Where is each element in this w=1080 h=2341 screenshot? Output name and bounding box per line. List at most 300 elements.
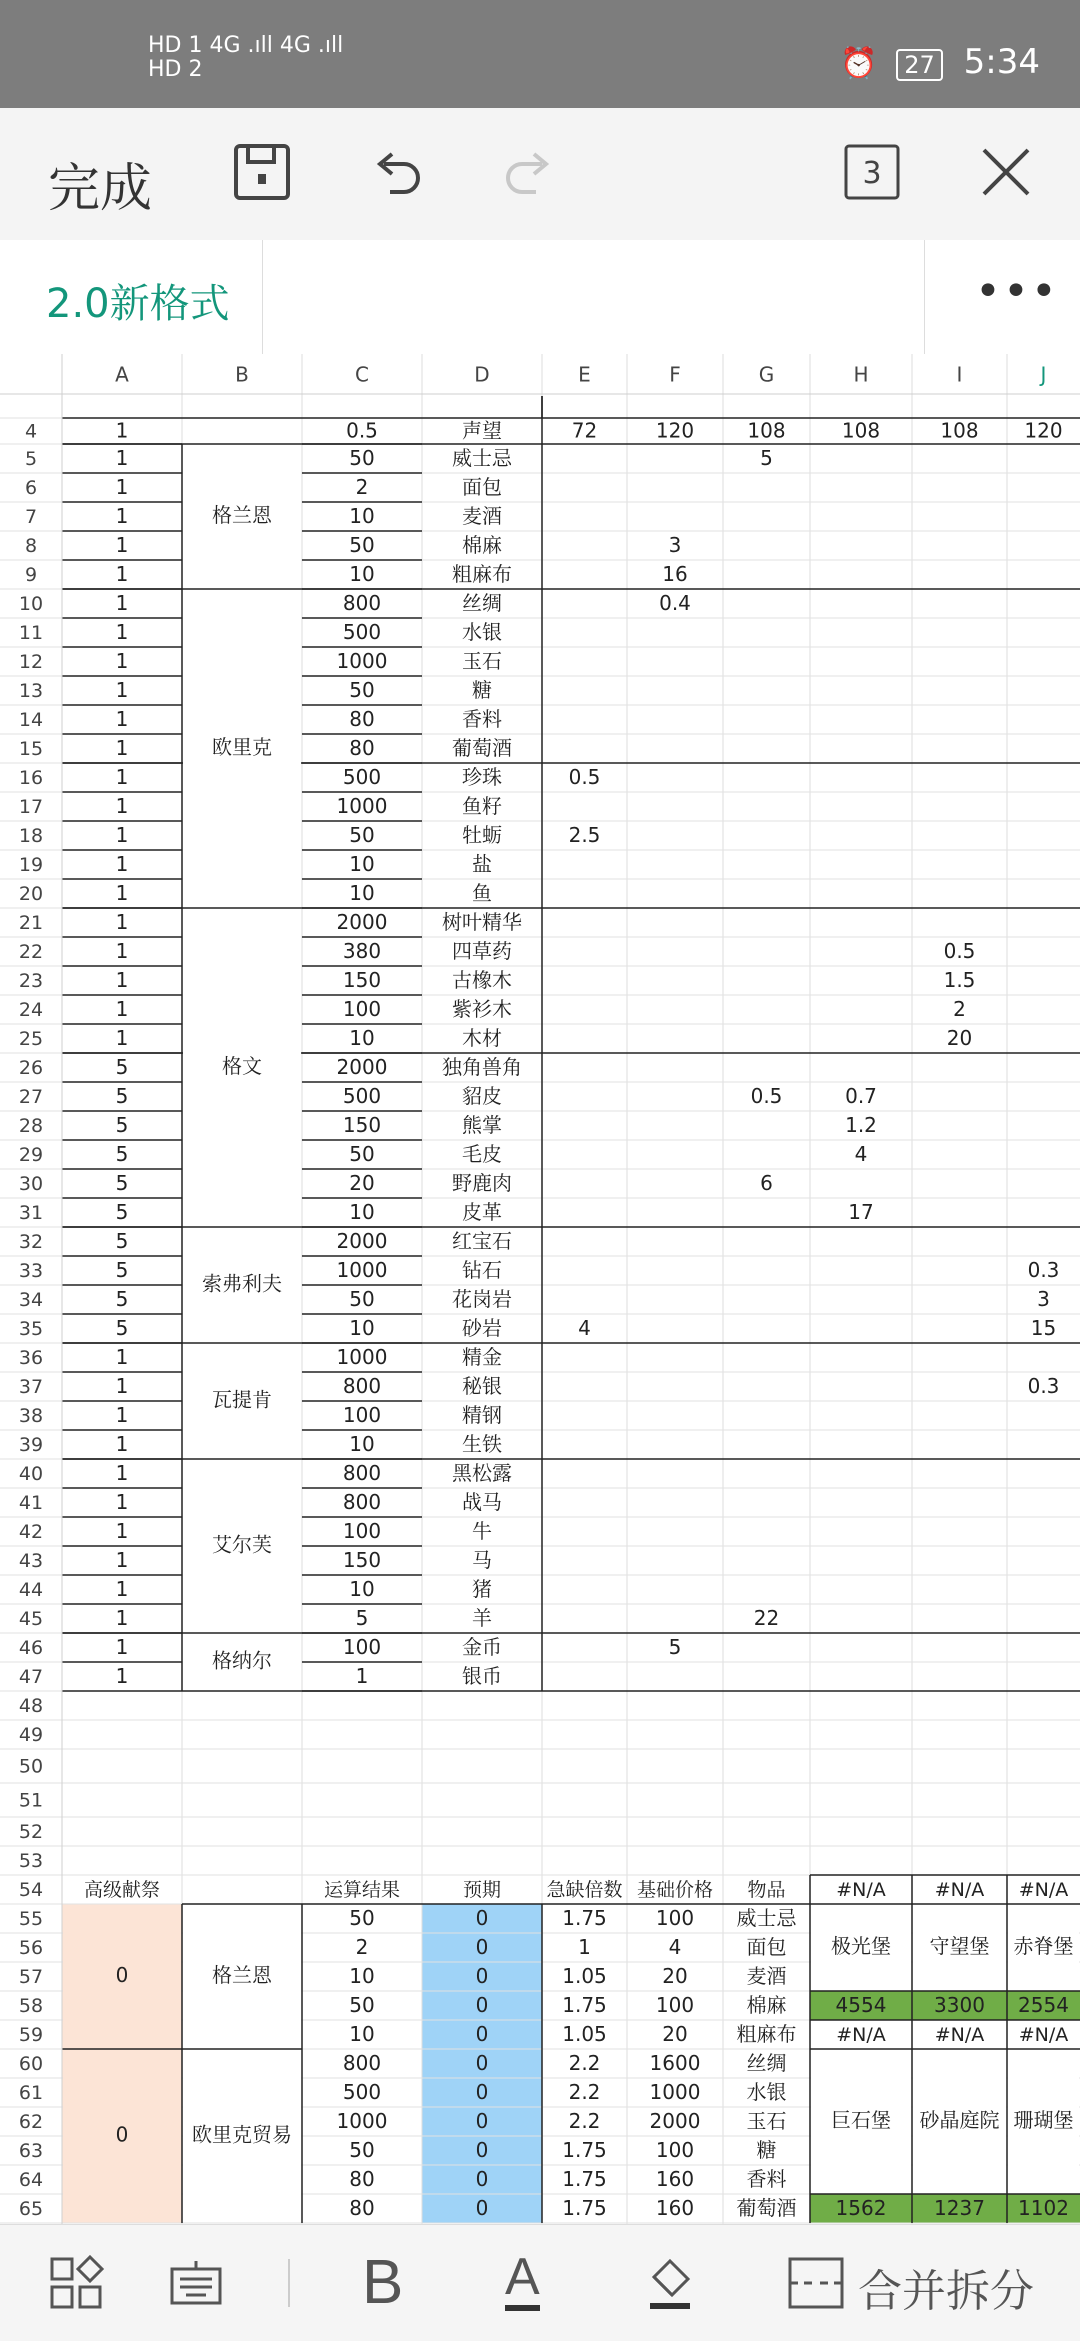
cell-e63[interactable]: 1.75	[562, 2138, 607, 2162]
cell-g57[interactable]: 麦酒	[746, 1964, 787, 1988]
cell-a11[interactable]: 1	[115, 620, 129, 644]
castle-watch[interactable]: 守望堡	[929, 1934, 990, 1958]
save-icon[interactable]	[232, 142, 292, 202]
column-header-a[interactable]: A	[115, 362, 129, 387]
block2-label[interactable]: 欧里克贸易	[192, 2122, 292, 2147]
cell-c31[interactable]: 10	[349, 1200, 375, 1224]
cell-c55[interactable]: 50	[349, 1906, 375, 1930]
header-shortage-multiplier[interactable]: 急缺倍数	[546, 1879, 623, 1901]
cell-c11[interactable]: 500	[342, 620, 382, 644]
cell-e58[interactable]: 1.75	[562, 1993, 607, 2017]
cell-i24[interactable]: 2	[953, 997, 966, 1021]
cell-g64[interactable]: 香料	[746, 2167, 787, 2191]
cell-d34[interactable]: 花岗岩	[452, 1287, 512, 1311]
undo-icon[interactable]	[366, 142, 426, 202]
cell-a5[interactable]: 1	[115, 446, 129, 470]
row-number: 58	[18, 1995, 44, 2017]
column-header-c[interactable]: C	[355, 362, 369, 387]
cell-h4[interactable]: 108	[841, 418, 881, 443]
cell-c30[interactable]: 20	[349, 1171, 375, 1195]
column-header-g[interactable]: G	[758, 362, 775, 387]
cell-d14[interactable]: 香料	[462, 707, 502, 731]
header-na-i[interactable]: #N/A	[934, 1879, 985, 1901]
block2-value[interactable]: 0	[115, 2122, 129, 2147]
cell-f65[interactable]: 160	[655, 2196, 695, 2220]
row-number: 33	[18, 1260, 44, 1282]
cell-c38[interactable]: 100	[342, 1403, 382, 1427]
row-number: 28	[18, 1115, 44, 1137]
cell-d64[interactable]: 0	[475, 2167, 489, 2191]
cell-f10[interactable]: 0.4	[659, 591, 691, 615]
group-label-3[interactable]: 索弗利夫	[202, 1271, 282, 1296]
cell-c58[interactable]: 50	[349, 1993, 375, 2017]
value-h65[interactable]: 1562	[835, 2196, 887, 2220]
row-number: 6	[24, 477, 38, 499]
cell-d42[interactable]: 牛	[472, 1519, 492, 1543]
group-label-1[interactable]: 欧里克	[212, 735, 272, 759]
keyboard-icon[interactable]	[166, 2253, 226, 2313]
cell-c42[interactable]: 100	[342, 1519, 382, 1543]
cell-c33[interactable]: 1000	[336, 1258, 388, 1282]
cell-c19[interactable]: 10	[349, 852, 375, 876]
hd-signal-bottom: HD 2	[148, 57, 203, 82]
cell-d37[interactable]: 秘银	[462, 1374, 502, 1398]
cell-c60[interactable]: 800	[342, 2051, 382, 2075]
column-header-f[interactable]: F	[669, 362, 681, 387]
cell-g45[interactable]: 22	[753, 1606, 780, 1630]
cell-c40[interactable]: 800	[342, 1461, 382, 1485]
cell-d65[interactable]: 0	[475, 2196, 489, 2220]
cell-h31[interactable]: 17	[848, 1200, 874, 1224]
cell-a6[interactable]: 1	[115, 475, 129, 499]
cell-f55[interactable]: 100	[655, 1906, 695, 1930]
cell-a19[interactable]: 1	[115, 852, 129, 876]
cell-c15[interactable]: 80	[349, 736, 375, 760]
header-item[interactable]: 物品	[747, 1879, 786, 1901]
cell-d26[interactable]: 独角兽角	[442, 1055, 522, 1079]
cell-d31[interactable]: 皮革	[462, 1200, 502, 1224]
cell-c32[interactable]: 2000	[336, 1229, 388, 1253]
cell-c25[interactable]: 10	[349, 1026, 375, 1050]
cell-d60[interactable]: 0	[475, 2051, 489, 2075]
cell-f56[interactable]: 4	[668, 1935, 682, 1959]
sheet-count-icon[interactable]	[842, 142, 902, 202]
cell-d4[interactable]: 声望	[462, 418, 502, 443]
cell-i22[interactable]: 0.5	[943, 939, 976, 963]
row-number: 18	[18, 825, 44, 847]
cell-c20[interactable]: 10	[349, 881, 375, 905]
cell-g65[interactable]: 葡萄酒	[736, 2196, 797, 2220]
row-number: 50	[18, 1755, 44, 1778]
cell-c7[interactable]: 10	[349, 504, 375, 528]
cell-c4[interactable]: 0.5	[346, 418, 378, 443]
cell-c13[interactable]: 50	[349, 678, 375, 702]
cell-d39[interactable]: 生铁	[462, 1432, 502, 1456]
status-bar	[0, 0, 1080, 108]
cell-c57[interactable]: 10	[349, 1964, 375, 1988]
cell-a38[interactable]: 1	[115, 1403, 129, 1427]
cell-d5[interactable]: 威士忌	[452, 446, 512, 470]
header-base-price[interactable]: 基础价格	[636, 1879, 714, 1901]
cell-g59[interactable]: 粗麻布	[736, 2022, 797, 2046]
more-icon[interactable]: •••	[975, 266, 1059, 317]
cell-c22[interactable]: 380	[342, 939, 382, 963]
grid-canvas[interactable]	[0, 354, 1080, 2224]
cell-j37[interactable]: 0.3	[1027, 1374, 1060, 1398]
header-expected[interactable]: 预期	[462, 1879, 502, 1901]
cell-a45[interactable]: 1	[115, 1606, 129, 1630]
column-header-j[interactable]: J	[1040, 362, 1047, 387]
cell-c26[interactable]: 2000	[336, 1055, 388, 1079]
cell-d20[interactable]: 鱼	[472, 881, 492, 905]
cell-e60[interactable]: 2.2	[568, 2051, 601, 2075]
cell-c64[interactable]: 80	[349, 2167, 375, 2191]
cell-d43[interactable]: 马	[472, 1548, 492, 1572]
na-i59[interactable]: #N/A	[934, 2024, 985, 2046]
cell-c28[interactable]: 150	[342, 1113, 382, 1137]
value-j65[interactable]: 1102	[1018, 2196, 1069, 2220]
cell-c63[interactable]: 50	[349, 2138, 375, 2162]
cell-d19[interactable]: 盐	[472, 852, 492, 876]
cell-a27[interactable]: 5	[115, 1084, 129, 1108]
merge-cells-icon[interactable]	[786, 2253, 846, 2313]
cell-f57[interactable]: 20	[662, 1964, 688, 1988]
cell-d6[interactable]: 面包	[462, 475, 502, 499]
cell-c8[interactable]: 50	[349, 533, 375, 557]
cell-j33[interactable]: 0.3	[1027, 1258, 1060, 1282]
castle-aurora[interactable]: 极光堡	[831, 1934, 891, 1958]
value-h58[interactable]: 4554	[835, 1993, 887, 2017]
cell-d18[interactable]: 牡蛎	[462, 823, 502, 847]
cell-d22[interactable]: 四草药	[452, 939, 512, 963]
cell-d41[interactable]: 战马	[462, 1490, 502, 1514]
cell-a28[interactable]: 5	[115, 1113, 129, 1137]
cell-e16[interactable]: 0.5	[568, 765, 601, 789]
castle-coral[interactable]: 珊瑚堡	[1013, 2108, 1074, 2132]
apps-icon[interactable]	[46, 2253, 106, 2313]
cell-c12[interactable]: 1000	[336, 649, 388, 673]
cell-a12[interactable]: 1	[115, 649, 129, 673]
cell-a14[interactable]: 1	[115, 707, 129, 731]
row-number: 61	[18, 2082, 44, 2104]
cell-c65[interactable]: 80	[349, 2196, 375, 2220]
cell-d23[interactable]: 古橡木	[452, 968, 512, 992]
cell-f4[interactable]: 120	[655, 418, 695, 443]
cell-d29[interactable]: 毛皮	[462, 1142, 502, 1166]
castle-sand-crystal[interactable]: 砂晶庭院	[919, 2108, 1000, 2132]
cell-c18[interactable]: 50	[349, 823, 375, 847]
cell-d12[interactable]: 玉石	[462, 649, 502, 673]
na-h59[interactable]: #N/A	[836, 2024, 886, 2046]
group-label-5[interactable]: 艾尔芙	[212, 1532, 272, 1557]
cell-c29[interactable]: 50	[349, 1142, 375, 1166]
cell-g60[interactable]: 丝绸	[746, 2051, 787, 2075]
cell-c27[interactable]: 500	[342, 1084, 382, 1108]
cell-d36[interactable]: 精金	[462, 1345, 502, 1369]
cell-c59[interactable]: 10	[349, 2022, 375, 2046]
cell-c43[interactable]: 150	[342, 1548, 382, 1572]
cell-d15[interactable]: 葡萄酒	[452, 736, 512, 760]
cell-c5[interactable]: 50	[349, 446, 375, 470]
block1-value[interactable]: 0	[115, 1963, 129, 1987]
cell-a16[interactable]: 1	[115, 765, 129, 789]
cell-d11[interactable]: 水银	[462, 620, 502, 644]
cell-e64[interactable]: 1.75	[562, 2167, 607, 2191]
na-j59[interactable]: #N/A	[1018, 2024, 1069, 2046]
sheet-tab-title[interactable]: 2.0新格式	[46, 281, 230, 327]
cell-e4[interactable]: 72	[571, 418, 598, 443]
cell-c16[interactable]: 500	[342, 765, 382, 789]
cell-a13[interactable]: 1	[115, 678, 129, 702]
cell-c39[interactable]: 10	[349, 1432, 375, 1456]
cell-c24[interactable]: 100	[342, 997, 382, 1021]
cell-a8[interactable]: 1	[115, 533, 129, 557]
cell-a23[interactable]: 1	[115, 968, 129, 992]
cell-e55[interactable]: 1.75	[562, 1906, 607, 1930]
cell-e62[interactable]: 2.2	[568, 2109, 601, 2133]
signal-indicators	[148, 34, 343, 82]
cell-c17[interactable]: 1000	[336, 794, 388, 818]
cell-d38[interactable]: 精钢	[462, 1403, 502, 1427]
fill-color-icon[interactable]	[640, 2253, 700, 2313]
cell-i23[interactable]: 1.5	[943, 968, 976, 992]
cell-d32[interactable]: 红宝石	[452, 1229, 512, 1253]
column-header-h[interactable]: H	[853, 362, 869, 387]
cell-f64[interactable]: 160	[655, 2167, 695, 2191]
value-i65[interactable]: 1237	[934, 2196, 985, 2220]
cell-g58[interactable]: 棉麻	[746, 1993, 787, 2017]
cell-i4[interactable]: 108	[940, 418, 979, 443]
cell-a7[interactable]: 1	[115, 504, 129, 528]
cell-d56[interactable]: 0	[475, 1935, 489, 1959]
cell-a24[interactable]: 1	[115, 997, 129, 1021]
cell-f58[interactable]: 100	[655, 1993, 695, 2017]
cell-a47[interactable]: 1	[115, 1664, 129, 1688]
cell-a18[interactable]: 1	[115, 823, 129, 847]
cell-j35[interactable]: 15	[1030, 1316, 1057, 1340]
cell-g4[interactable]: 108	[747, 418, 786, 443]
spreadsheet-grid[interactable]	[0, 354, 1080, 2224]
row-number: 31	[18, 1202, 44, 1224]
group-label-0[interactable]: 格兰恩	[212, 503, 272, 527]
cell-d28[interactable]: 熊掌	[462, 1113, 502, 1137]
cell-c10[interactable]: 800	[342, 591, 382, 615]
cell-e61[interactable]: 2.2	[568, 2080, 601, 2104]
cell-d8[interactable]: 棉麻	[462, 533, 502, 557]
cell-a4[interactable]: 1	[115, 418, 129, 443]
cell-a25[interactable]: 1	[115, 1026, 129, 1050]
cell-e65[interactable]: 1.75	[562, 2196, 607, 2220]
header-na-h[interactable]: #N/A	[836, 1879, 886, 1901]
cell-d24[interactable]: 紫衫木	[452, 997, 512, 1021]
castle-red-ridge[interactable]: 赤脊堡	[1013, 1934, 1074, 1958]
cell-c47[interactable]: 1	[355, 1664, 369, 1688]
cell-a22[interactable]: 1	[115, 939, 129, 963]
cell-a35[interactable]: 5	[115, 1316, 129, 1340]
cell-e18[interactable]: 2.5	[568, 823, 601, 847]
cell-g63[interactable]: 糖	[756, 2138, 777, 2162]
column-header-b[interactable]: B	[235, 362, 249, 387]
cell-c62[interactable]: 1000	[336, 2109, 388, 2133]
cell-d9[interactable]: 粗麻布	[452, 562, 512, 586]
cell-c56[interactable]: 2	[355, 1935, 369, 1959]
row-number: 57	[18, 1966, 44, 1988]
bold-button[interactable]: B	[362, 2248, 404, 2317]
cell-d35[interactable]: 砂岩	[462, 1316, 502, 1340]
cell-d16[interactable]: 珍珠	[462, 765, 502, 789]
group-label-2[interactable]: 格文	[222, 1054, 262, 1078]
cell-j4[interactable]: 120	[1024, 418, 1063, 443]
cell-f60[interactable]: 1600	[649, 2051, 701, 2075]
row-number: 49	[18, 1724, 44, 1746]
cell-a36[interactable]: 1	[115, 1345, 129, 1369]
cell-a15[interactable]: 1	[115, 736, 129, 760]
cell-d55[interactable]: 0	[475, 1906, 489, 1930]
row-number: 40	[18, 1463, 44, 1485]
cell-c61[interactable]: 500	[342, 2080, 382, 2104]
cell-d30[interactable]: 野鹿肉	[452, 1171, 512, 1195]
cell-a32[interactable]: 5	[115, 1229, 129, 1253]
cell-a46[interactable]: 1	[115, 1635, 129, 1659]
cell-e35[interactable]: 4	[578, 1316, 591, 1340]
cell-d10[interactable]: 丝绸	[462, 591, 502, 615]
cell-c46[interactable]: 100	[342, 1635, 382, 1659]
column-header-d[interactable]: D	[474, 362, 490, 387]
row-number: 37	[18, 1376, 44, 1398]
cell-d58[interactable]: 0	[475, 1993, 489, 2017]
cell-g30[interactable]: 6	[760, 1171, 773, 1195]
cell-d46[interactable]: 金币	[462, 1635, 502, 1659]
cell-a40[interactable]: 1	[115, 1461, 129, 1485]
cell-c23[interactable]: 150	[342, 968, 382, 992]
cell-c36[interactable]: 1000	[336, 1345, 388, 1369]
group-label-6[interactable]: 格纳尔	[212, 1648, 272, 1673]
cell-g61[interactable]: 水银	[746, 2080, 787, 2104]
value-i58[interactable]: 3300	[934, 1993, 985, 2017]
cell-a34[interactable]: 5	[115, 1287, 129, 1311]
cell-a39[interactable]: 1	[115, 1432, 129, 1456]
cell-g56[interactable]: 面包	[746, 1935, 787, 1959]
cell-f59[interactable]: 20	[662, 2022, 688, 2046]
cell-a42[interactable]: 1	[115, 1519, 129, 1543]
cell-h29[interactable]: 4	[854, 1142, 868, 1166]
cell-d63[interactable]: 0	[475, 2138, 489, 2162]
row-number: 27	[18, 1086, 44, 1108]
cell-d17[interactable]: 鱼籽	[462, 794, 502, 818]
cell-c14[interactable]: 80	[349, 707, 375, 731]
cell-h28[interactable]: 1.2	[845, 1113, 877, 1137]
done-button[interactable]: 完成	[48, 159, 153, 219]
merge-split-button[interactable]: 合并拆分	[858, 2266, 1034, 2317]
cell-f46[interactable]: 5	[668, 1635, 682, 1659]
row-number: 60	[18, 2053, 44, 2075]
cell-c37[interactable]: 800	[342, 1374, 382, 1398]
cell-e57[interactable]: 1.05	[562, 1964, 607, 1988]
cell-i25[interactable]: 20	[946, 1026, 973, 1050]
cell-d44[interactable]: 猪	[472, 1577, 492, 1601]
value-j58[interactable]: 2554	[1018, 1993, 1069, 2017]
cell-c45[interactable]: 5	[355, 1606, 369, 1630]
cell-g55[interactable]: 威士忌	[736, 1906, 797, 1930]
column-header-e[interactable]: E	[578, 362, 591, 387]
close-icon[interactable]	[976, 142, 1036, 202]
cell-d62[interactable]: 0	[475, 2109, 489, 2133]
cell-f62[interactable]: 2000	[649, 2109, 701, 2133]
cell-d7[interactable]: 麦酒	[462, 504, 502, 528]
cell-e59[interactable]: 1.05	[562, 2022, 607, 2046]
header-senior-sacrifice[interactable]: 高级献祭	[83, 1879, 161, 1901]
cell-a31[interactable]: 5	[115, 1200, 129, 1224]
cell-f63[interactable]: 100	[655, 2138, 695, 2162]
cell-g5[interactable]: 5	[760, 446, 773, 470]
cell-a30[interactable]: 5	[115, 1171, 129, 1195]
cell-a17[interactable]: 1	[115, 794, 129, 818]
cell-c44[interactable]: 10	[349, 1577, 375, 1601]
cell-c34[interactable]: 50	[349, 1287, 375, 1311]
block1-label[interactable]: 格兰恩	[212, 1963, 272, 1987]
cell-a26[interactable]: 5	[115, 1055, 129, 1079]
cell-a20[interactable]: 1	[115, 881, 129, 905]
cell-d59[interactable]: 0	[475, 2022, 489, 2046]
cell-c35[interactable]: 10	[349, 1316, 375, 1340]
cell-a41[interactable]: 1	[115, 1490, 129, 1514]
cell-a29[interactable]: 5	[115, 1142, 129, 1166]
cell-c6[interactable]: 2	[355, 475, 369, 499]
cell-c21[interactable]: 2000	[336, 910, 388, 934]
cell-a10[interactable]: 1	[115, 591, 129, 615]
cell-g62[interactable]: 玉石	[746, 2109, 787, 2133]
cell-a33[interactable]: 5	[115, 1258, 129, 1282]
cell-h27[interactable]: 0.7	[845, 1084, 877, 1108]
redo-icon[interactable]	[500, 142, 560, 202]
cell-f9[interactable]: 16	[662, 562, 688, 586]
cell-j34[interactable]: 3	[1037, 1287, 1050, 1311]
cell-d13[interactable]: 糖	[472, 678, 492, 702]
cell-f61[interactable]: 1000	[649, 2080, 701, 2104]
cell-d33[interactable]: 钻石	[462, 1258, 502, 1282]
group-label-4[interactable]: 瓦提肯	[212, 1387, 272, 1412]
cell-a37[interactable]: 1	[115, 1374, 129, 1398]
header-na-j[interactable]: #N/A	[1018, 1879, 1069, 1901]
cell-d45[interactable]: 羊	[472, 1606, 492, 1630]
cell-d40[interactable]: 黑松露	[452, 1461, 512, 1485]
cell-d57[interactable]: 0	[475, 1964, 489, 1988]
cell-d25[interactable]: 木材	[462, 1026, 502, 1050]
cell-a43[interactable]: 1	[115, 1548, 129, 1572]
cell-d27[interactable]: 貂皮	[462, 1084, 502, 1108]
cell-a21[interactable]: 1	[115, 910, 129, 934]
castle-boulder[interactable]: 巨石堡	[831, 2108, 891, 2132]
cell-a44[interactable]: 1	[115, 1577, 129, 1601]
cell-f8[interactable]: 3	[668, 533, 682, 557]
header-result[interactable]: 运算结果	[323, 1879, 401, 1901]
column-header-i[interactable]: I	[956, 362, 963, 387]
tab-divider	[262, 240, 263, 354]
cell-d21[interactable]: 树叶精华	[442, 910, 522, 934]
font-color-button[interactable]: A	[505, 2249, 540, 2311]
cell-a9[interactable]: 1	[115, 562, 129, 586]
sheet-tab-bar	[0, 240, 1080, 355]
cell-c41[interactable]: 800	[342, 1490, 382, 1514]
cell-e56[interactable]: 1	[578, 1935, 591, 1959]
cell-c9[interactable]: 10	[349, 562, 375, 586]
cell-g27[interactable]: 0.5	[750, 1084, 783, 1108]
row-number: 25	[18, 1028, 44, 1050]
cell-d47[interactable]: 银币	[462, 1664, 502, 1688]
hd-signal-top: HD 1 4G .ıll 4G .ıll	[148, 33, 344, 58]
row-number: 17	[18, 796, 44, 818]
cell-d61[interactable]: 0	[475, 2080, 489, 2104]
